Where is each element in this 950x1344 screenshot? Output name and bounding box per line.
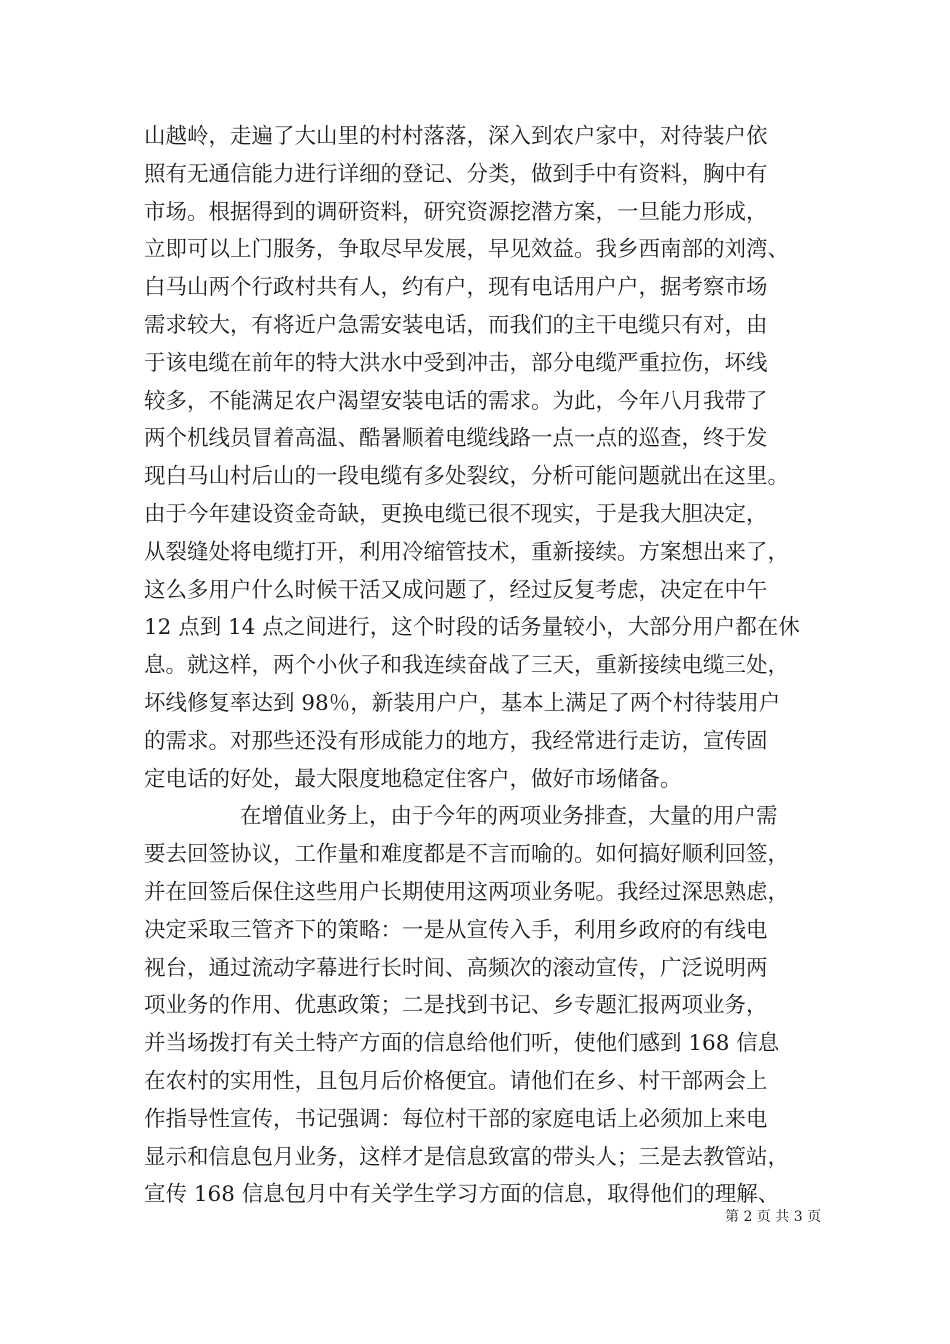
paragraph-start-line: 在增值业务上，由于今年的两项业务排查，大量的用户需: [240, 804, 778, 830]
text-line: 白马山两个行政村共有人，约有户，现有电话用户户，据考察市场: [144, 275, 768, 301]
text-line: 并在回签后保住这些用户长期使用这两项业务呢。我经过深思熟虑，: [144, 879, 790, 905]
text-line: 作指导性宣传，书记强调：每位村干部的家庭电话上必须加上来电: [144, 1106, 768, 1132]
text-line: 现白马山村后山的一段电缆有多处裂纹，分析可能问题就出在这里。: [144, 464, 790, 490]
text-line: 12 点到 14 点之间进行，这个时段的话务量较小，大部分用户都在休: [144, 615, 800, 641]
text-line: 两个机线员冒着高温、酷暑顺着电缆线路一点一点的巡查，终于发: [144, 426, 768, 452]
text-line: 照有无通信能力进行详细的登记、分类，做到手中有资料，胸中有: [144, 161, 768, 187]
text-line: 较多，不能满足农户渴望安装电话的需求。为此，今年八月我带了: [144, 388, 768, 414]
text-line: 于该电缆在前年的特大洪水中受到冲击，部分电缆严重拉伤，坏线: [144, 350, 768, 376]
text-line: 市场。根据得到的调研资料，研究资源挖潜方案，一旦能力形成，: [144, 199, 768, 225]
text-line: 显示和信息包月业务，这样才是信息致富的带头人；三是去教管站，: [144, 1144, 790, 1170]
text-line: 宣传 168 信息包月中有关学生学习方面的信息，取得他们的理解、: [144, 1182, 780, 1208]
text-line: 从裂缝处将电缆打开，利用冷缩管技术，重新接续。方案想出来了，: [144, 539, 790, 565]
text-line: 这么多用户什么时候干活又成问题了，经过反复考虑，决定在中午: [144, 577, 768, 603]
text-line: 息。就这样，两个小伙子和我连续奋战了三天，重新接续电缆三处，: [144, 653, 790, 679]
text-line: 需求较大，有将近户急需安装电话，而我们的主干电缆只有对，由: [144, 312, 768, 338]
text-line: 并当场拨打有关土特产方面的信息给他们听，使他们感到 168 信息: [144, 1031, 780, 1057]
text-line: 立即可以上门服务，争取尽早发展，早见效益。我乡西南部的刘湾、: [144, 237, 790, 263]
text-line: 视台，通过流动字幕进行长时间、高频次的滚动宣传，广泛说明两: [144, 955, 768, 981]
text-line: 要去回签协议，工作量和难度都是不言而喻的。如何搞好顺利回签，: [144, 842, 790, 868]
text-line: 决定采取三管齐下的策略：一是从宣传入手，利用乡政府的有线电: [144, 917, 768, 943]
text-line: 定电话的好处，最大限度地稳定住客户，做好市场储备。: [144, 766, 682, 792]
text-line: 山越岭，走遍了大山里的村村落落，深入到农户家中，对待装户依: [144, 124, 768, 149]
text-line: 由于今年建设资金奇缺，更换电缆已很不现实，于是我大胆决定，: [144, 501, 768, 527]
body-text: [144, 118, 834, 1214]
text-line: 的需求。对那些还没有形成能力的地方，我经常进行走访，宣传固: [144, 728, 768, 754]
text-line: 项业务的作用、优惠政策；二是找到书记、乡专题汇报两项业务，: [144, 993, 768, 1019]
text-line: 在农村的实用性，且包月后价格便宜。请他们在乡、村干部两会上: [144, 1068, 768, 1094]
text-line: 坏线修复率达到 98％，新装用户户，基本上满足了两个村待装用户: [144, 690, 781, 716]
page-number-footer: 第 2 页 共 3 页: [725, 1209, 822, 1225]
